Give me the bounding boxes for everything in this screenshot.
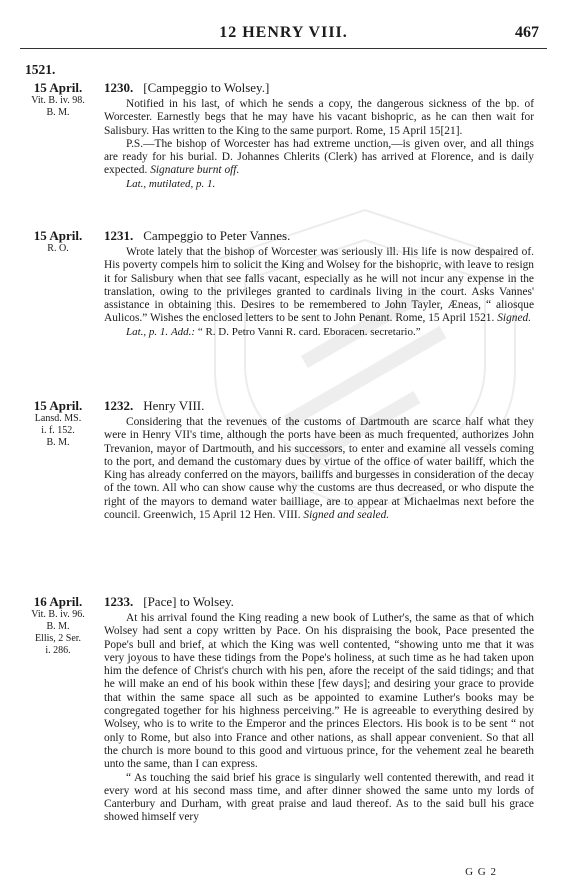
source-ref: B. M. xyxy=(46,437,70,448)
running-title: 12 HENRY VIII. xyxy=(219,24,348,41)
entry-note: Lat., mutilated, p. 1. xyxy=(126,177,216,190)
entry-title: [Campeggio to Wolsey.] xyxy=(143,80,270,95)
entry-title: Henry VIII. xyxy=(143,398,205,413)
source-ref: Vit. B. iv. 98. xyxy=(31,95,85,106)
source-ref: B. M. xyxy=(46,621,70,632)
entry-heading xyxy=(104,228,534,244)
source-ref: i. 286. xyxy=(45,645,71,656)
signed-note: Signed and sealed. xyxy=(303,509,390,522)
source-ref: R. O. xyxy=(47,243,69,254)
entry-title: [Pace] to Wolsey. xyxy=(143,594,234,609)
entry-body xyxy=(104,80,534,191)
source-ref: Lansd. MS. xyxy=(34,413,82,424)
entry-number: 1232. xyxy=(104,398,134,413)
entry-paragraph: Considering that the revenues of the customs of Dartmouth are scarce half what they were in Henry VII's time, although the ports have been as much frequented, authorizes John Trevanion, mayor of Dartmouth, and his successors, to enter and examine all vessels coming to the port, and demand the customary dues by virtue of the office of water bailiff, which the King has already conferred on the mayors, bailiffs and burgesses in consideration of the decay of the town. All who can show cause why the customs are thus decreased, or who dispute the right of the mayors to demand water bailliage, are to appear at Michaelmas next before the council. Greenwich, 15 April 12 Hen. VIII. Signed and sealed. xyxy=(104,416,534,522)
page-number: 467 xyxy=(515,24,539,41)
entry-paragraph: Notified in his last, of which he sends a copy, the dangerous sickness of the bp. of Worcester. Earnestly begs that he may have his vacant bishopric, as he can then wait for Salisbury. Has written to the King to the same purport. Rome, 15 April 15[21]. xyxy=(104,98,534,137)
source-ref: B. M. xyxy=(46,107,70,118)
header-rule xyxy=(20,48,547,49)
entry-number: 1233. xyxy=(104,594,134,609)
entry-date: 16 April. xyxy=(33,594,83,609)
entry-margin xyxy=(18,80,98,119)
entry-paragraph: P.S.—The bishop of Worcester has had extreme unction,—is given over, and all things are ready for his burial. D. Johannes Chlerits (Clerk) has arrived at Florence, and is daily expected. Signature burnt off. xyxy=(104,137,534,177)
entry-body xyxy=(104,228,534,339)
entry-margin xyxy=(18,228,98,255)
page-header xyxy=(0,24,567,44)
source-ref: i. f. 152. xyxy=(41,425,75,436)
signature-note: Signature burnt off. xyxy=(150,164,240,177)
entry-title: Campeggio to Peter Vannes. xyxy=(143,228,291,243)
entry-number: 1230. xyxy=(104,80,134,95)
year-label: 1521. xyxy=(25,62,56,77)
entry-date: 15 April. xyxy=(33,228,83,243)
entry-body xyxy=(104,594,534,825)
entry-note: Lat., p. 1. Add.: “ R. D. Petro Vanni R. card. Eboracen. secretario.” xyxy=(126,325,421,338)
entry-paragraph: At his arrival found the King reading a new book of Luther's, the same as that of which Wolsey had sent a copy written by Pace. On his dispraising the book, Pace presented the Pope's bull and brief, at which the King was well contented, “showing unto me that it was very joyous to have these tidings from the Pope's holiness, at such time as he had taken upon him the defence of Christ's church with his pen, afore the receipt of the said tidings; and that he will make an end of his book within these [few days]; and desiring your grace to provide that within the same space all such as be appointed to examine Luther's books may be congregated together for his highness perceiving.” He is agreeable to everything desired by Wolsey, who is to write to the Emperor and the princes Electors. His book is to be sent “ not only to Rome, but also into France and other nations, as shall appear convenient. So that all the church is more bound to this good and virtuous prince, for the vehement zeal he beareth unto the same, than I can express. xyxy=(104,612,534,771)
entry-paragraph: “ As touching the said brief his grace is singularly well contented therewith, and read it every word at his second mass time, and after dinner showed the same unto my lords of Canterbury and Durham, with great praise and laud thereof. As to the said bull his grace showed himself very xyxy=(104,771,534,824)
entry-date: 15 April. xyxy=(33,398,83,413)
entry-heading xyxy=(104,80,534,96)
entry-margin xyxy=(18,398,98,449)
entry-number: 1231. xyxy=(104,228,134,243)
source-ref: Ellis, 2 Ser. xyxy=(34,633,82,644)
source-ref: Vit. B. iv. 96. xyxy=(31,609,85,620)
entry-paragraph: Wrote lately that the bishop of Worcester was seriously ill. His life is now despaired of. His poverty compels him to solicit the King and Wolsey for the bishopric, with leave to resign it for Salisbury when that see falls vacant, especially as he will not incur any expense in the translation, owing to the privileges granted to cardinals living in the court. Asks Vannes' assistance in obtaining this. Desires to be remembered to John Tayler, Æneas, “ aliosque Aulicos.” Wishes the enclosed letters to be sent to John Penant. Rome, 15 April 1521. Signed. xyxy=(104,246,534,325)
entry-date: 15 April. xyxy=(33,80,83,95)
signed-note: Signed. xyxy=(497,312,532,325)
entry-body xyxy=(104,398,534,522)
entry-heading xyxy=(104,398,534,414)
signature-mark: G G 2 xyxy=(465,866,497,878)
entry-heading xyxy=(104,594,534,610)
entry-margin xyxy=(18,594,98,657)
